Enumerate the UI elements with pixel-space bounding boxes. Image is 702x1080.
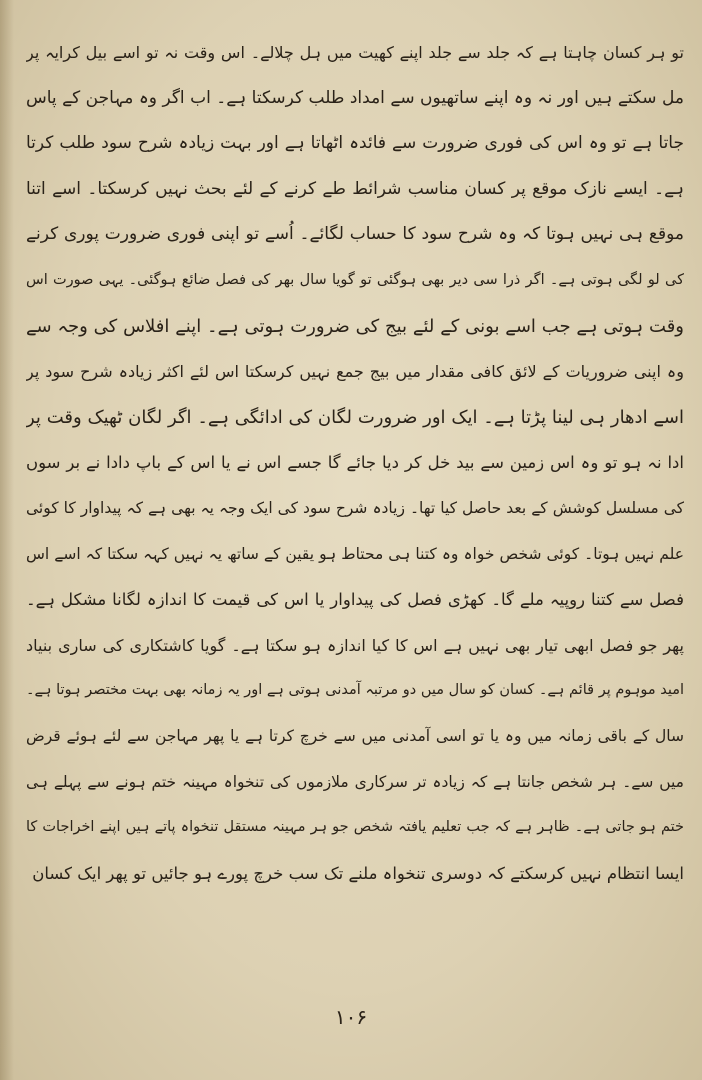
page-number: ۱۰۶ [334,1005,368,1029]
text-line: مل سکتے ہیں اور نہ وہ اپنے ساتھیوں سے امداد طلب کرسکتا ہے۔ اب اگر وہ مہاجن کے پاس [26,87,684,108]
text-line: ختم ہو جاتی ہے۔ ظاہر ہے کہ جب تعلیم یافتہ شخص جو ہر مہینہ مستقل تنخواہ پاتے ہیں اپنے اخراجات کا [26,819,684,836]
text-line: فصل سے کتنا روپیہ ملے گا۔ کھڑی فصل کی پیداوار یا اس کی قیمت کا اندازہ لگانا مشکل ہے۔ [26,590,684,610]
text-line: میں سے۔ ہر شخص جانتا ہے کہ زیادہ تر سرکاری ملازموں کی تنخواہ مہینہ ختم ہونے سے پہلے ہی [26,772,684,791]
text-line: امید موہوم پر قائم ہے۔ کسان کو سال میں دو مرتبہ آمدنی ہوتی ہے اور یہ زمانہ بھی بہت مختصر ہوتا ہے۔ [26,682,684,699]
text-line: اسے ادھار ہی لینا پڑتا ہے۔ ایک اور ضرورت لگان کی ادائگی ہے۔ اگر لگان ٹھیک وقت پر [26,406,684,428]
text-line: وہ اپنی ضروریات کے لائق کافی مقدار میں بیج جمع نہیں کرسکتا اس لئے اکثر زیادہ شرح سود پر [26,362,684,382]
text-line: وقت ہوتی ہے جب اسے بونی کے لئے بیج کی ضرورت ہوتی ہے۔ اپنے افلاس کی وجہ سے [26,315,684,337]
text-line: تو ہر کسان چاہتا ہے کہ جلد سے جلد اپنے کھیت میں ہل چلالے۔ اس وقت نہ تو اسے بیل کرایہ پر [26,43,684,62]
text-line: جاتا ہے تو وہ اس کی فوری ضرورت سے فائدہ اٹھاتا ہے اور بہت زیادہ شرح سود طلب کرتا [26,133,684,154]
page-edge-shadow [0,0,14,1080]
text-line: علم نہیں ہوتا۔ کوئی شخص خواہ وہ کتنا ہی محتاط ہو یقین کے ساتھ یہ نہیں کہہ سکتا کہ اسے اس [26,544,684,563]
text-line: موقع ہی نہیں ہوتا کہ وہ شرح سود کا حساب لگائے۔ اُسے تو اپنی فوری ضرورت پوری کرنے [26,224,684,245]
text-line: ایسا انتظام نہیں کرسکتے کہ دوسری تنخواہ ملنے تک سب خرچ پورے ہو جائیں تو پھر ایک کسان [32,863,684,883]
text-line: کی لو لگی ہوتی ہے۔ اگر ذرا سی دیر بھی ہوگئی تو گویا سال بھر کی فصل ضائع ہوگئی۔ یہی صورت اس [26,271,684,288]
text-line: ادا نہ ہو تو وہ اس زمین سے بید خل کر دیا جائے گا جسے اس نے یا اس کے باپ دادا نے بر سوں [26,453,684,473]
text-line: کی مسلسل کوشش کے بعد حاصل کیا تھا۔ زیادہ شرح سود کی ایک وجہ یہ بھی ہے کہ پیداوار کا کوئی [26,498,684,517]
body-text [26,30,684,896]
text-line: ہے۔ ایسے نازک موقع پر کسان مناسب شرائط طے کرنے کے لئے بحث نہیں کرسکتا۔ اسے اتنا [26,178,684,199]
text-line: پھر جو فصل ابھی تیار بھی نہیں ہے اس کا کیا اندازہ ہو سکتا ہے۔ گویا کاشتکاری کی ساری بنیاد [26,635,684,655]
text-line: سال کے باقی زمانہ میں وہ یا تو اسی آمدنی میں سے خرچ کرتا ہے یا پھر مہاجن سے لئے ہوئے قرض [26,726,684,745]
